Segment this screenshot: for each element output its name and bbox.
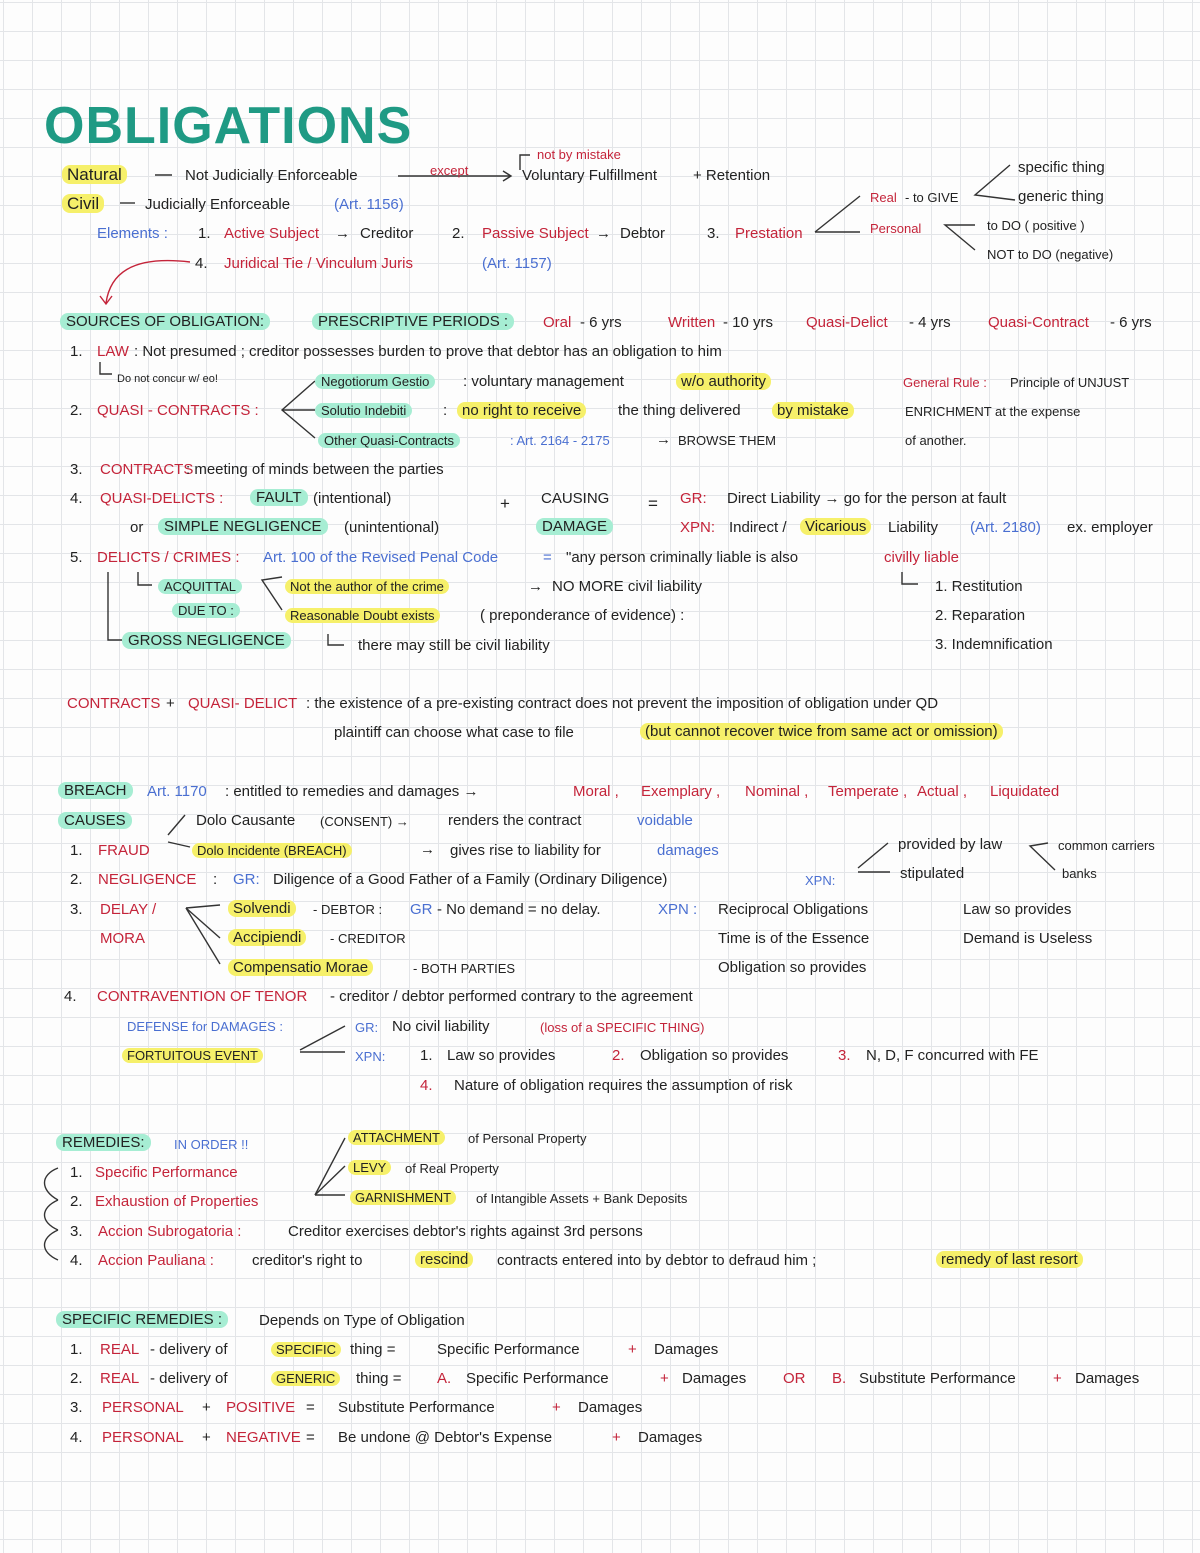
fe-xpn-law: Law so provides — [447, 1047, 556, 1064]
curve-arrow — [45, 1200, 59, 1230]
item-number: 4. — [64, 988, 77, 1005]
specific-remedies-heading: SPECIFIC REMEDIES : — [56, 1311, 228, 1328]
breach-desc: : entitled to remedies and damages → — [225, 783, 479, 800]
reasonable-doubt-desc: ( preponderance of evidence) : — [480, 607, 685, 624]
item-number: 2. — [612, 1047, 625, 1064]
item-number: 5. — [70, 549, 83, 566]
arrow-line — [100, 362, 112, 374]
solvendi-gr: GR — [410, 901, 433, 918]
negligence-xpn: XPN: — [805, 873, 836, 888]
item-number: 2. — [70, 871, 83, 888]
gross-negligence: GROSS NEGLIGENCE — [122, 632, 291, 649]
cause-mora: MORA — [100, 930, 145, 947]
s4-be-undone: Be undone @ Debtor's Expense — [338, 1429, 553, 1446]
general-rule-line3: of another. — [905, 433, 967, 448]
not-to-do-negative: NOT to DO (negative) — [987, 247, 1114, 262]
negotiorum-gestio-desc: : voluntary management — [463, 373, 624, 390]
item-number: 1. — [70, 343, 83, 360]
branch-line — [186, 905, 220, 908]
branch-line — [315, 1166, 345, 1195]
dolo-causante: Dolo Causante — [196, 812, 296, 829]
xpn-law-provides: Law so provides — [963, 901, 1072, 918]
or-label: or — [130, 519, 144, 536]
item-number: 3. — [70, 1223, 83, 1240]
arrow-line — [138, 572, 152, 585]
dolo-incidente: Dolo Incidente (BREACH) — [192, 843, 352, 858]
damage-temperate: Temperate , — [828, 783, 908, 800]
equals-sign: = — [648, 494, 658, 513]
s2-substitute-performance: Substitute Performance — [859, 1370, 1016, 1387]
s2-delivery: - delivery of — [150, 1370, 228, 1387]
branch-line — [300, 1026, 345, 1050]
delicts-quote: "any person criminally liable is also — [566, 549, 799, 566]
garnishment-label: GARNISHMENT — [350, 1190, 456, 1205]
branch-line — [186, 908, 220, 964]
mora-accipiendi-creditor: - CREDITOR — [330, 931, 406, 946]
arrow-glyph: → — [420, 841, 435, 858]
s3-substitute-performance: Substitute Performance — [338, 1399, 495, 1416]
reparation: 2. Reparation — [935, 607, 1026, 624]
no-right-to-receive: no right to receive — [457, 402, 586, 419]
option-letter: B. — [832, 1370, 847, 1387]
except-label: except — [430, 163, 469, 178]
solvendi-gr-desc: - No demand = no delay. — [437, 901, 601, 918]
sources-heading: SOURCES OF OBLIGATION: — [60, 313, 270, 330]
item-number: 2. — [70, 402, 83, 419]
voidable: voidable — [637, 812, 693, 829]
item-number: 4. — [420, 1077, 433, 1094]
negligence-gr: GR: — [233, 871, 260, 888]
plus-retention: + Retention — [693, 167, 771, 184]
fe-xpn: XPN: — [355, 1049, 386, 1064]
fe-xpn-ndf: N, D, F concurred with FE — [866, 1047, 1039, 1064]
rescind-label: rescind — [415, 1251, 473, 1268]
in-order-note: IN ORDER !! — [174, 1137, 249, 1152]
item-number: 2. — [70, 1370, 83, 1387]
fault-desc: (intentional) — [313, 490, 392, 507]
natural-label: Natural — [62, 165, 127, 184]
branch-line — [168, 815, 185, 835]
s2-damages: Damages — [682, 1370, 747, 1387]
source-delicts: DELICTS / CRIMES : — [97, 549, 240, 566]
dolo-causante-desc: renders the contract — [448, 812, 582, 829]
indemnification: 3. Indemnification — [935, 636, 1053, 653]
s3-personal: PERSONAL — [102, 1399, 184, 1416]
item-number: 4. — [195, 255, 208, 272]
item-number: 1. — [70, 1164, 83, 1181]
fortuitous-event: FORTUITOUS EVENT — [122, 1048, 263, 1063]
s1-delivery: - delivery of — [150, 1341, 228, 1358]
s2-specific-performance: Specific Performance — [466, 1370, 609, 1387]
compensatio-both: - BOTH PARTIES — [413, 961, 516, 976]
personal-label: Personal — [870, 221, 922, 236]
gr-label: GR: — [680, 490, 707, 507]
item-number: 1. — [70, 1341, 83, 1358]
cqd-highlight: (but cannot recover twice from same act or omission) — [640, 723, 1003, 740]
simple-negligence: SIMPLE NEGLIGENCE — [158, 518, 328, 535]
item-number: 4. — [70, 490, 83, 507]
element-juridical-tie-art: (Art. 1157) — [482, 255, 552, 272]
stipulated: stipulated — [900, 865, 965, 882]
curve-arrow — [45, 1168, 59, 1200]
arrow-line — [108, 572, 122, 640]
item-number: 3. — [70, 901, 83, 918]
s4-damages: Damages — [638, 1429, 703, 1446]
branch-line — [168, 842, 190, 847]
fault-label: FAULT — [250, 489, 308, 506]
plus-sign: + — [660, 1370, 669, 1387]
damage-nominal: Nominal , — [745, 783, 809, 800]
attachment-label: ATTACHMENT — [348, 1130, 445, 1145]
other-quasi-contracts: Other Quasi-Contracts — [318, 433, 460, 448]
mora-solvendi-debtor: - DEBTOR : — [313, 902, 383, 917]
xpn-reciprocal: Reciprocal Obligations — [718, 901, 869, 918]
colon: : — [213, 871, 218, 888]
element-prestation: Prestation — [735, 225, 803, 242]
item-number: 1. — [70, 842, 83, 859]
natural-desc: Not Judicially Enforceable — [185, 167, 358, 184]
simple-negligence-desc: (unintentional) — [344, 519, 440, 536]
colon: : — [443, 402, 448, 419]
gr-desc: Direct Liability → go for the person at fault — [727, 490, 1007, 507]
period-quasi-contract: Quasi-Contract — [988, 314, 1089, 331]
remedy-specific-performance: Specific Performance — [95, 1164, 238, 1181]
remedies-heading: REMEDIES: — [56, 1134, 151, 1151]
xpn-time-essence: Time is of the Essence — [718, 930, 870, 947]
civilly-liable: civilly liable — [884, 549, 960, 566]
source-quasi-contracts: QUASI - CONTRACTS : — [97, 402, 259, 419]
branch-line — [975, 165, 1015, 200]
solvendi-xpn: XPN : — [658, 901, 698, 918]
item-number: 2. — [452, 225, 465, 242]
civil-desc: Judicially Enforceable — [145, 196, 291, 213]
element-passive-subject: Passive Subject — [482, 225, 589, 242]
s2-damages-b: Damages — [1075, 1370, 1140, 1387]
xpn-example: ex. employer — [1067, 519, 1153, 536]
item-number: 1. — [420, 1047, 433, 1064]
elements-label: Elements : — [97, 225, 168, 242]
plus-sign: + — [166, 695, 175, 712]
cqd-quasi-delict: QUASI- DELICT — [188, 695, 298, 712]
option-letter: A. — [437, 1370, 452, 1387]
source-contracts: CONTRACTS — [100, 461, 194, 478]
s4-personal: PERSONAL — [102, 1429, 184, 1446]
period-written: Written — [668, 314, 716, 331]
specific-thing: specific thing — [1018, 159, 1105, 176]
dolo-causante-consent: (CONSENT) → — [320, 814, 409, 829]
cqd-contracts: CONTRACTS — [67, 695, 161, 712]
levy-desc: of Real Property — [405, 1161, 499, 1176]
equals-sign: = — [306, 1429, 315, 1446]
equals-sign: = — [306, 1399, 315, 1416]
plus-sign: + — [202, 1429, 211, 1446]
s1-specific: SPECIFIC — [271, 1342, 341, 1357]
period-quasi-delict-value: - 4 yrs — [909, 314, 951, 331]
breach-art: Art. 1170 — [147, 783, 207, 800]
real-label: Real — [870, 190, 897, 205]
curve-arrow — [45, 1230, 59, 1260]
civil-label: Civil — [62, 194, 104, 213]
item-number: 4. — [70, 1429, 83, 1446]
element-creditor: Creditor — [360, 225, 414, 242]
remedy-accion-subrogatoria: Accion Subrogatoria : — [98, 1223, 242, 1240]
arrow-glyph: → — [335, 225, 350, 242]
period-oral: Oral — [543, 314, 572, 331]
s4-negative: NEGATIVE — [226, 1429, 301, 1446]
generic-thing: generic thing — [1018, 188, 1104, 205]
remedy-last-resort: remedy of last resort — [936, 1251, 1083, 1268]
solutio-indebiti: Solutio Indebiti — [315, 403, 412, 418]
compensatio-morae: Compensatio Morae — [228, 959, 373, 976]
branch-line — [945, 225, 975, 250]
causes-heading: CAUSES — [58, 812, 132, 829]
branch-line — [815, 196, 860, 232]
to-do-positive: to DO ( positive ) — [987, 218, 1085, 233]
without-authority: w/o authority — [676, 373, 771, 390]
source-law: LAW — [97, 343, 129, 360]
period-oral-value: - 6 yrs — [580, 314, 622, 331]
fe-xpn-nature: Nature of obligation requires the assumption of risk — [454, 1077, 793, 1094]
no-more-civil-liability: NO MORE civil liability — [552, 578, 703, 595]
provided-by-law: provided by law — [898, 836, 1003, 853]
general-rule-line1: Principle of UNJUST — [1010, 375, 1130, 390]
s1-real: REAL — [100, 1341, 140, 1358]
s3-positive: POSITIVE — [226, 1399, 296, 1416]
xpn-art: (Art. 2180) — [970, 519, 1041, 536]
by-mistake: by mistake — [772, 402, 854, 419]
item-number: 3. — [707, 225, 720, 242]
xpn-desc: Indirect / — [729, 519, 787, 536]
source-quasi-delicts: QUASI-DELICTS : — [100, 490, 224, 507]
negotiorum-gestio: Negotiorum Gestio — [315, 374, 435, 389]
period-written-value: - 10 yrs — [723, 314, 774, 331]
damage-moral: Moral , — [573, 783, 619, 800]
s2-or: OR — [783, 1370, 806, 1387]
fe-gr: GR: — [355, 1020, 379, 1035]
attachment-desc: of Personal Property — [468, 1131, 587, 1146]
plus-sign: + — [500, 494, 510, 513]
reasonable-doubt: Reasonable Doubt exists — [285, 608, 440, 623]
other-quasi-contracts-art: : Art. 2164 - 2175 — [510, 433, 610, 448]
arrow-line — [902, 572, 918, 584]
accion-pauliana-desc2: contracts entered into by debtor to defraud him ; — [497, 1252, 817, 1269]
cause-contravention: CONTRAVENTION OF TENOR — [97, 988, 308, 1005]
garnishment-desc: of Intangible Assets + Bank Deposits — [476, 1191, 688, 1206]
negligence-desc: Diligence of a Good Father of a Family (Ordinary Diligence) — [273, 871, 668, 888]
cause-delay: DELAY / — [100, 901, 157, 918]
s2-real: REAL — [100, 1370, 140, 1387]
damage-actual: Actual , — [917, 783, 968, 800]
bracket — [262, 577, 282, 610]
fe-gr-desc: No civil liability — [392, 1018, 490, 1035]
plus-sign: + — [552, 1399, 561, 1416]
cqd-desc-line1: : the existence of a pre-existing contract does not prevent the imposition of obligation under QD — [306, 695, 939, 712]
period-quasi-contract-value: - 6 yrs — [1110, 314, 1152, 331]
prescriptive-periods-heading: PRESCRIPTIVE PERIODS : — [312, 313, 514, 330]
mora-solvendi: Solvendi — [228, 900, 296, 917]
plus-sign: + — [612, 1429, 621, 1446]
vicarious-label: Vicarious — [800, 518, 871, 535]
restitution: 1. Restitution — [935, 578, 1023, 595]
s1-thing: thing = — [350, 1341, 396, 1358]
s2-thing: thing = — [356, 1370, 402, 1387]
due-to-label: DUE TO : — [172, 603, 240, 618]
item-number: 3. — [70, 461, 83, 478]
mora-accipiendi: Accipiendi — [228, 929, 306, 946]
voluntary-fulfillment: Voluntary Fulfillment — [522, 167, 658, 184]
solutio-indebiti-desc: the thing delivered — [618, 402, 741, 419]
source-law-desc: : Not presumed ; creditor possesses burden to prove that debtor has an obligation to him — [134, 343, 722, 360]
damage-liquidated: Liquidated — [990, 783, 1060, 800]
arrow-glyph: → — [596, 225, 611, 242]
delicts-art: Art. 100 of the Revised Penal Code — [263, 549, 499, 566]
item-number: 3. — [838, 1047, 851, 1064]
specific-remedies-desc: Depends on Type of Obligation — [259, 1312, 465, 1329]
item-number: 3. — [70, 1399, 83, 1416]
plus-sign: + — [1053, 1370, 1062, 1387]
remedy-exhaustion: Exhaustion of Properties — [95, 1193, 259, 1210]
remedy-accion-pauliana: Accion Pauliana : — [98, 1252, 214, 1269]
plus-sign: + — [202, 1399, 211, 1416]
item-number: 2. — [70, 1193, 83, 1210]
general-rule-line2: ENRICHMENT at the expense — [905, 404, 1081, 419]
xpn-label: XPN: — [680, 519, 716, 536]
dolo-incidente-desc: gives rise to liability for — [450, 842, 601, 859]
curved-arrow — [106, 261, 190, 303]
arrow-line — [328, 634, 344, 645]
cause-negligence: NEGLIGENCE — [98, 871, 197, 888]
gross-negligence-desc: there may still be civil liability — [358, 637, 550, 654]
defense-for-damages: DEFENSE for DAMAGES : — [127, 1019, 284, 1034]
damages-label: damages — [657, 842, 719, 859]
element-debtor: Debtor — [620, 225, 666, 242]
accion-pauliana-desc1: creditor's right to — [252, 1252, 363, 1269]
breach-heading: BREACH — [58, 782, 133, 799]
levy-label: LEVY — [348, 1160, 391, 1175]
accion-subrogatoria-desc: Creditor exercises debtor's rights against 3rd persons — [288, 1223, 643, 1240]
fe-xpn-obligation: Obligation so provides — [640, 1047, 789, 1064]
s1-damages: Damages — [654, 1341, 719, 1358]
xpn-demand-useless: Demand is Useless — [963, 930, 1093, 947]
contravention-desc: - creditor / debtor performed contrary to the agreement — [330, 988, 693, 1005]
s3-damages: Damages — [578, 1399, 643, 1416]
fe-gr-specific-thing: (loss of a SPECIFIC THING) — [540, 1020, 705, 1035]
branch-line — [186, 908, 220, 938]
equals-sign: = — [543, 549, 552, 566]
real-to-give: - to GIVE — [905, 190, 959, 205]
branch-line — [858, 843, 888, 868]
s1-specific-performance: Specific Performance — [437, 1341, 580, 1358]
page-title: OBLIGATIONS — [44, 97, 413, 155]
civil-art: (Art. 1156) — [334, 196, 404, 213]
banks: banks — [1062, 866, 1097, 881]
general-rule-label: General Rule : — [903, 375, 987, 390]
xpn-obligation-provides: Obligation so provides — [718, 959, 867, 976]
branch-line — [1030, 843, 1055, 870]
not-the-author: Not the author of the crime — [285, 579, 449, 594]
cause-fraud: FRAUD — [98, 842, 150, 859]
source-contracts-desc: : meeting of minds between the parties — [186, 461, 444, 478]
plus-sign: + — [628, 1341, 637, 1358]
item-number: 4. — [70, 1252, 83, 1269]
law-note: Do not concur w/ eo! — [117, 373, 218, 385]
arrow-glyph: → — [528, 578, 543, 595]
item-number: 1. — [198, 225, 211, 242]
browse-them: BROWSE THEM — [678, 433, 776, 448]
cqd-desc-line2: plaintiff can choose what case to file — [334, 724, 574, 741]
s2-generic: GENERIC — [271, 1371, 340, 1386]
element-juridical-tie: Juridical Tie / Vinculum Juris — [224, 255, 413, 272]
causing-label: CAUSING — [541, 490, 610, 507]
common-carriers: common carriers — [1058, 838, 1155, 853]
damage-exemplary: Exemplary , — [641, 783, 721, 800]
period-quasi-delict: Quasi-Delict — [806, 314, 888, 331]
liability-label: Liability — [888, 519, 939, 536]
damage-label: DAMAGE — [536, 518, 613, 535]
not-by-mistake: not by mistake — [537, 147, 621, 162]
acquittal-label: ACQUITTAL — [158, 579, 242, 594]
element-active-subject: Active Subject — [224, 225, 320, 242]
arrow-glyph: → — [656, 431, 671, 448]
branch-line — [315, 1138, 345, 1195]
